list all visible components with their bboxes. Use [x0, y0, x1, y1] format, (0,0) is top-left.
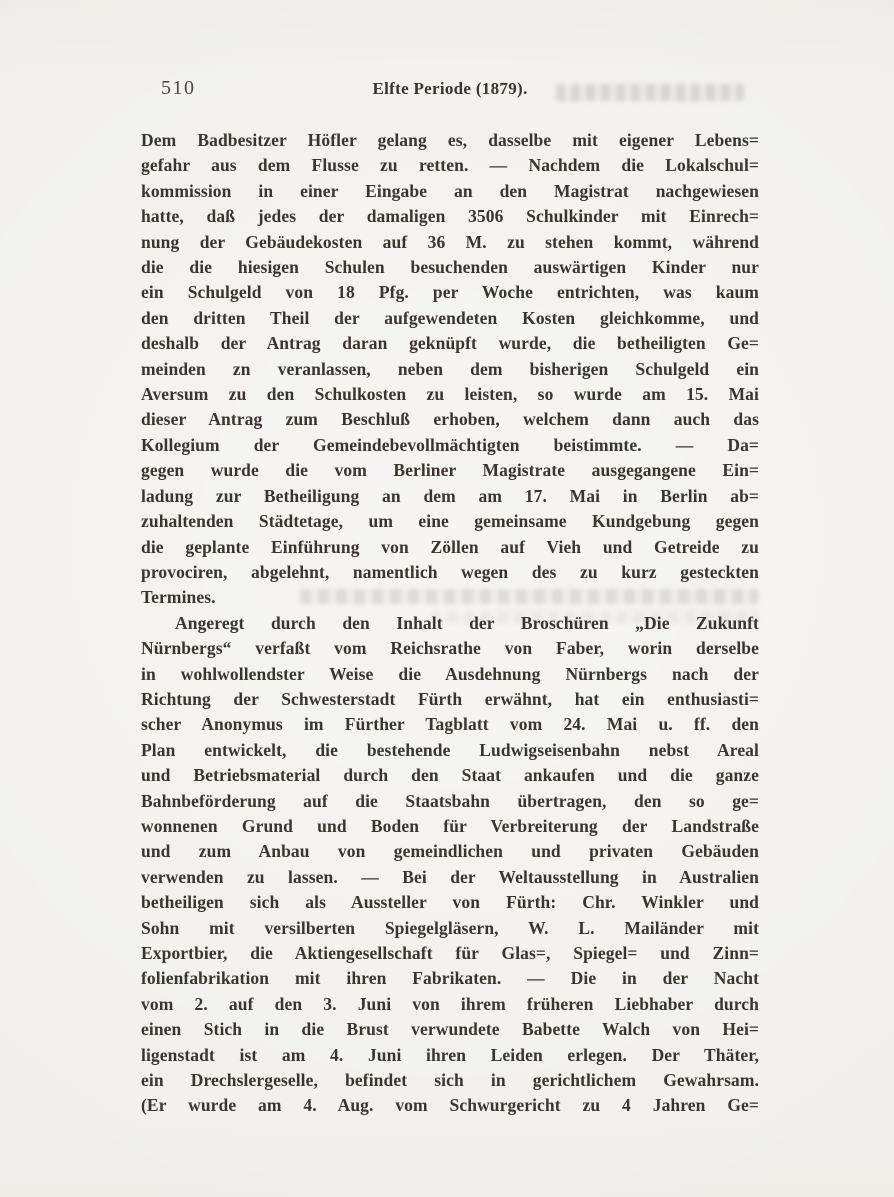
text-line: Dem Badbesitzer Höfler gelang es, dasselbe mit eigener Lebens=: [141, 130, 759, 150]
page-number: 510: [161, 77, 196, 99]
text-line: meinden zn veranlassen, neben dem bisherigen Schulgeld ein: [141, 358, 759, 379]
text-line: Plan entwickelt, die bestehende Ludwigseisenbahn nebst Areal: [141, 739, 759, 760]
text-line: vom 2. auf den 3. Juni von ihrem früheren Liebhaber durch: [141, 993, 759, 1014]
text-line: folienfabrikation mit ihren Fabrikaten. — Die in der Nacht: [141, 968, 759, 989]
text-line: ladung zur Betheiligung an dem am 17. Mai in Berlin ab=: [141, 485, 759, 506]
text-line: Exportbier, die Aktiengesellschaft für Glas=, Spiegel= und Zinn=: [141, 943, 759, 963]
text-line: gefahr aus dem Flusse zu retten. — Nachdem die Lokalschul=: [141, 155, 759, 176]
text-line: Kollegium der Gemeindebevollmächtigten beistimmte. — Da=: [141, 434, 759, 455]
text-line: und zum Anbau von gemeindlichen und privaten Gebäuden: [141, 841, 759, 862]
text-line: Bahnbeförderung auf die Staatsbahn übertragen, den so ge=: [141, 790, 759, 811]
text-line: Aversum zu den Schulkosten zu leisten, so wurde am 15. Mai: [141, 384, 759, 405]
text-line: den dritten Theil der aufgewendeten Kosten gleichkomme, und: [141, 307, 759, 328]
text-line: ligenstadt ist am 4. Juni ihren Leiden erlegen. Der Thäter,: [141, 1044, 759, 1065]
text-line: ein Schulgeld von 18 Pfg. per Woche entrichten, was kaum: [141, 282, 759, 303]
text-line: die die hiesigen Schulen besuchenden auswärtigen Kinder nur: [141, 257, 759, 278]
text-line: (Er wurde am 4. Aug. vom Schwurgericht zu 4 Jahren Ge=: [141, 1095, 759, 1116]
text-line: Termines.: [141, 587, 216, 608]
text-line: ein Drechslergeselle, befindet sich in gerichtlichem Gewahrsam.: [141, 1070, 759, 1091]
running-header-title: Elfte Periode (1879).: [372, 79, 528, 98]
text-line: provociren, abgelehnt, namentlich wegen des zu kurz gesteckten: [141, 561, 759, 582]
text-line: Richtung der Schwesterstadt Fürth erwähnt, hat ein enthusiasti=: [141, 688, 759, 709]
text-line: scher Anonymus im Fürther Tagblatt vom 24. Mai u. ff. den: [141, 714, 759, 735]
text-line: die geplante Einführung von Zöllen auf Vieh und Getreide zu: [141, 536, 759, 557]
text-line: wonnenen Grund und Boden für Verbreiterung der Landstraße: [141, 815, 759, 836]
text-line: einen Stich in die Brust verwundete Babette Walch von Hei=: [141, 1019, 759, 1040]
text-line: verwenden zu lassen. — Bei der Weltausstellung in Australien: [141, 866, 759, 887]
text-line: Nürnbergs“ verfaßt vom Reichsrathe von Faber, worin derselbe: [141, 638, 759, 659]
text-line: in wohlwollendster Weise die Ausdehnung Nürnbergs nach der: [141, 663, 759, 684]
text-line: kommission in einer Eingabe an den Magistrat nachgewiesen: [141, 180, 759, 201]
text-line: Angeregt durch den Inhalt der Broschüren „Die Zukunft: [175, 612, 759, 633]
text-line: hatte, daß jedes der damaligen 3506 Schulkinder mit Einrech=: [141, 206, 759, 227]
text-line: gegen wurde die vom Berliner Magistrate ausgegangene Ein=: [141, 460, 759, 481]
text-line: Sohn mit versilberten Spiegelgläsern, W. L. Mailänder mit: [141, 917, 759, 938]
text-line: betheiligen sich als Aussteller von Fürth: Chr. Winkler und: [141, 892, 759, 913]
text-line: deshalb der Antrag daran geknüpft wurde, die betheiligten Ge=: [141, 333, 759, 354]
page-text: [141, 128, 759, 1119]
text-line: dieser Antrag zum Beschluß erhoben, welchem dann auch das: [141, 409, 759, 430]
text-line: nung der Gebäudekosten auf 36 M. zu stehen kommt, während: [141, 231, 759, 252]
text-line: zuhaltenden Städtetage, um eine gemeinsame Kundgebung gegen: [141, 511, 759, 532]
text-line: und Betriebsmaterial durch den Staat ankaufen und die ganze: [141, 765, 759, 786]
